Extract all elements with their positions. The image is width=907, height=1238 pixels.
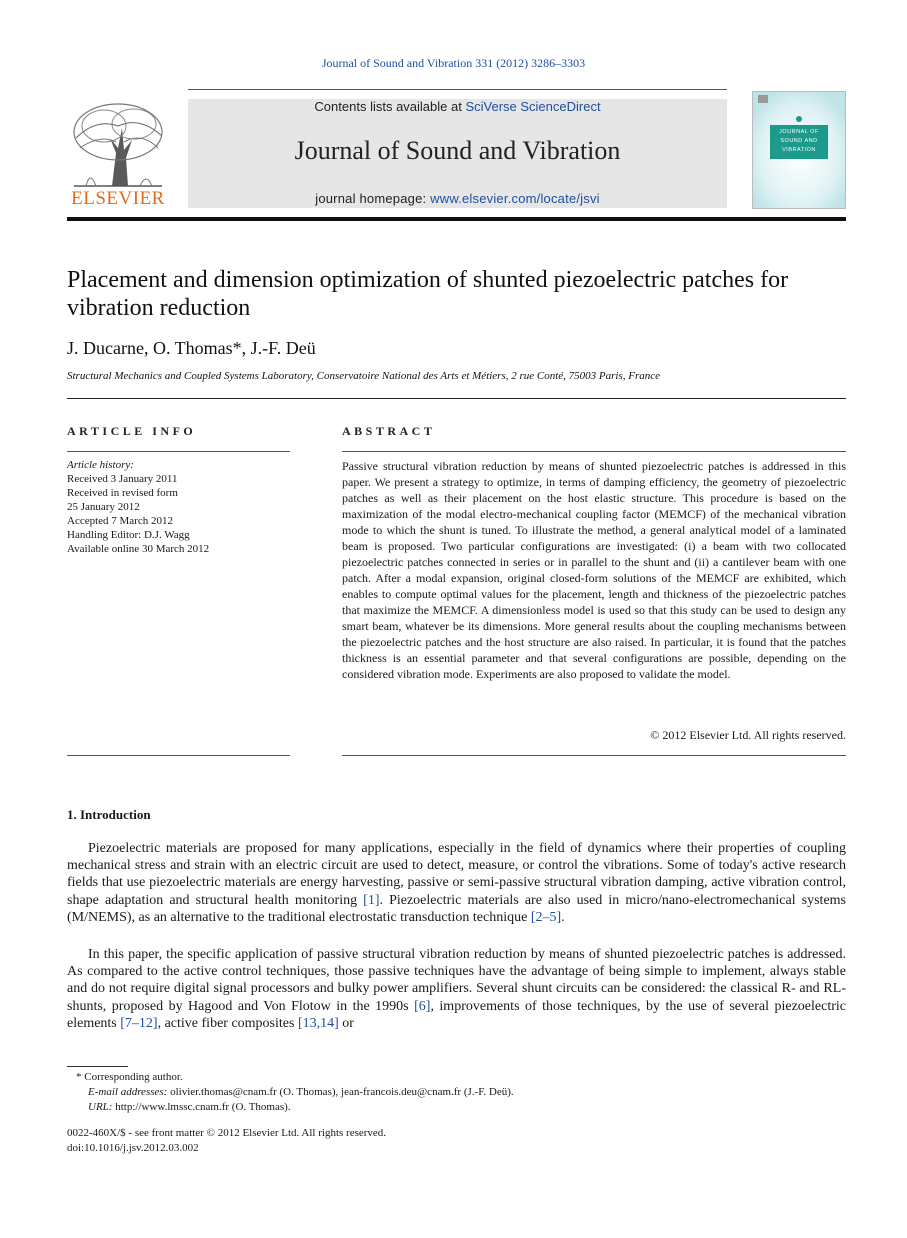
issn-line: 0022-460X/$ - see front matter © 2012 Elsevier Ltd. All rights reserved. [67,1127,387,1139]
abstract-heading: ABSTRACT [342,424,436,438]
article-info-rule-top [67,451,290,452]
cover-title-line: VIBRATION [782,147,816,153]
citation-link[interactable]: [13,14] [297,1015,339,1031]
homepage-prefix: journal homepage: [315,191,431,206]
article-info-rule-bottom [67,755,290,756]
footnotes [67,1070,846,1115]
author-url[interactable]: http://www.lmssc.cnam.fr (O. Thomas). [112,1101,291,1113]
article-history [67,458,290,556]
history-line: 25 January 2012 [67,501,140,513]
affiliation-rule [67,398,846,399]
introduction-heading: 1. Introduction [67,807,151,822]
sciencedirect-link[interactable]: SciVerse ScienceDirect [465,99,601,114]
paragraph-text: . Piezoelectric materials are also used in micro/nano-electromechanical systems (M/NEMS), as an alternative to the traditional electrostatic transduction technique [67,892,846,925]
history-line: Available online 30 March 2012 [67,543,210,555]
citation-link[interactable]: [2–5] [530,909,562,925]
history-line: Accepted 7 March 2012 [67,515,173,527]
email-label: E-mail addresses: [88,1086,168,1098]
author-names-rest: , J.-F. Deü [241,338,316,358]
citation-link[interactable]: [7–12] [120,1015,158,1031]
homepage-line [188,191,727,206]
abstract-copyright: © 2012 Elsevier Ltd. All rights reserved. [650,728,846,742]
url-label: URL: [88,1101,113,1113]
paragraph-text: or [338,1015,354,1031]
abstract-text: Passive structural vibration reduction by means of shunted piezoelectric patches is addressed in this paper. We present a strategy to optimize, in terms of damping efficiency, the geometry of piezoelectric patches as well as their placement on the host elastic structure. This procedure is based on the maximization of the modal electro-mechanical coupling factor (MEMCF) of the mechanical vibration mode to which the shunt is tuned. To illustrate the method, a general analytical model of a laminated beam is proposed. Two particular configurations are investigated: (i) a beam with two collocated piezoelectric patches connected in series or in parallel to the shunt and (ii) a cantilever beam with one patch. After a modal expansion, original closed-form solutions of the MEMCF are exhibited, which enables to compute optimal values for the placement, length and thickness of the piezoelectric patches that maximize the MEMCF. A dimensionless model is used so that this study can be used to design any smart beam, whatever be its dimensions. More general results about the coupling mechanisms between the piezoelectric patches and the host structure are also raised. In particular, it is found that the patches thickness is an essential parameter and that several configurations are possible, depending on the considered vibration mode. Experiments are also proposed to validate the model. [342,459,846,681]
journal-cover[interactable] [752,91,846,209]
citation-link[interactable]: [6] [414,998,431,1014]
email-addresses[interactable]: olivier.thomas@cnam.fr (O. Thomas), jean-francois.deu@cnam.fr (J.-F. Deü). [167,1086,514,1098]
abstract-rule-top [342,451,846,452]
article-info-heading: ARTICLE INFO [67,424,197,438]
journal-reference[interactable]: Journal of Sound and Vibration 331 (2012) 3286–3303 [321,56,586,70]
paragraph-text: Piezoelectric materials are proposed for many applications, especially in the field of dynamics where their properties of coupling mechanical stress and strain with an electric circuit are used to detect, measure, or control the vibrations. Some of today's active research fields that use piezoelectric materials are energy harvesting, passive or semi-passive structural vibration damping, active vibration control, shape adaptation and structural health monitoring [67,841,846,908]
paragraph-text: In this paper, the specific application of passive structural vibration reduction by means of shunted piezoelectric patches is addressed. As compared to the active control techniques, those passive techniques have the advantage of being simple to implement, always stable and do not require digital signal processors and bulky power amplifiers. Several shunt circuits can be considered: the classical R- and RL-shunts, proposed by Hagood and Von Flotow in the 1990s [67,947,846,1014]
paragraph-text: , active fiber composites [157,1015,298,1031]
intro-paragraph-2 [67,946,846,1032]
cover-title-line: JOURNAL OF [779,129,819,135]
header-rule-bottom [67,217,846,221]
corresponding-author-note: * Corresponding author. [76,1071,183,1083]
history-line: Handling Editor: D.J. Wagg [67,529,190,541]
history-line: Received 3 January 2011 [67,473,178,485]
homepage-link[interactable]: www.elsevier.com/locate/jsvi [430,191,600,206]
authors [67,338,316,359]
abstract-rule-bottom [342,755,846,756]
contents-line [188,99,727,114]
history-label: Article history: [67,459,134,471]
header-rule-top [188,89,727,90]
citation-link[interactable]: [1] [363,892,380,908]
paragraph-text: , improvements of those techniques, by the use of several piezoelectric elements [67,998,846,1031]
author-names: J. Ducarne, O. Thomas [67,338,233,358]
cover-title-line: SOUND AND [780,138,818,144]
contents-prefix: Contents lists available at [314,99,466,114]
front-matter [67,1126,386,1156]
publisher-name: ELSEVIER [71,188,165,209]
journal-title: Journal of Sound and Vibration [294,136,621,165]
affiliation: Structural Mechanics and Coupled Systems Laboratory, Conservatoire National des Arts et Métiers, 2 rue Conté, 75003 Paris, France [67,370,661,382]
intro-paragraph-1 [67,840,846,926]
paragraph-text: . [561,909,565,925]
elsevier-logo [66,98,170,210]
article-title: Placement and dimension optimization of shunted piezoelectric patches for vibration reduction [67,267,789,321]
history-line: Received in revised form [67,487,178,499]
doi-line[interactable]: doi:10.1016/j.jsv.2012.03.002 [67,1142,199,1154]
corresponding-author-link[interactable]: * [232,338,242,358]
footnote-rule [67,1066,128,1067]
